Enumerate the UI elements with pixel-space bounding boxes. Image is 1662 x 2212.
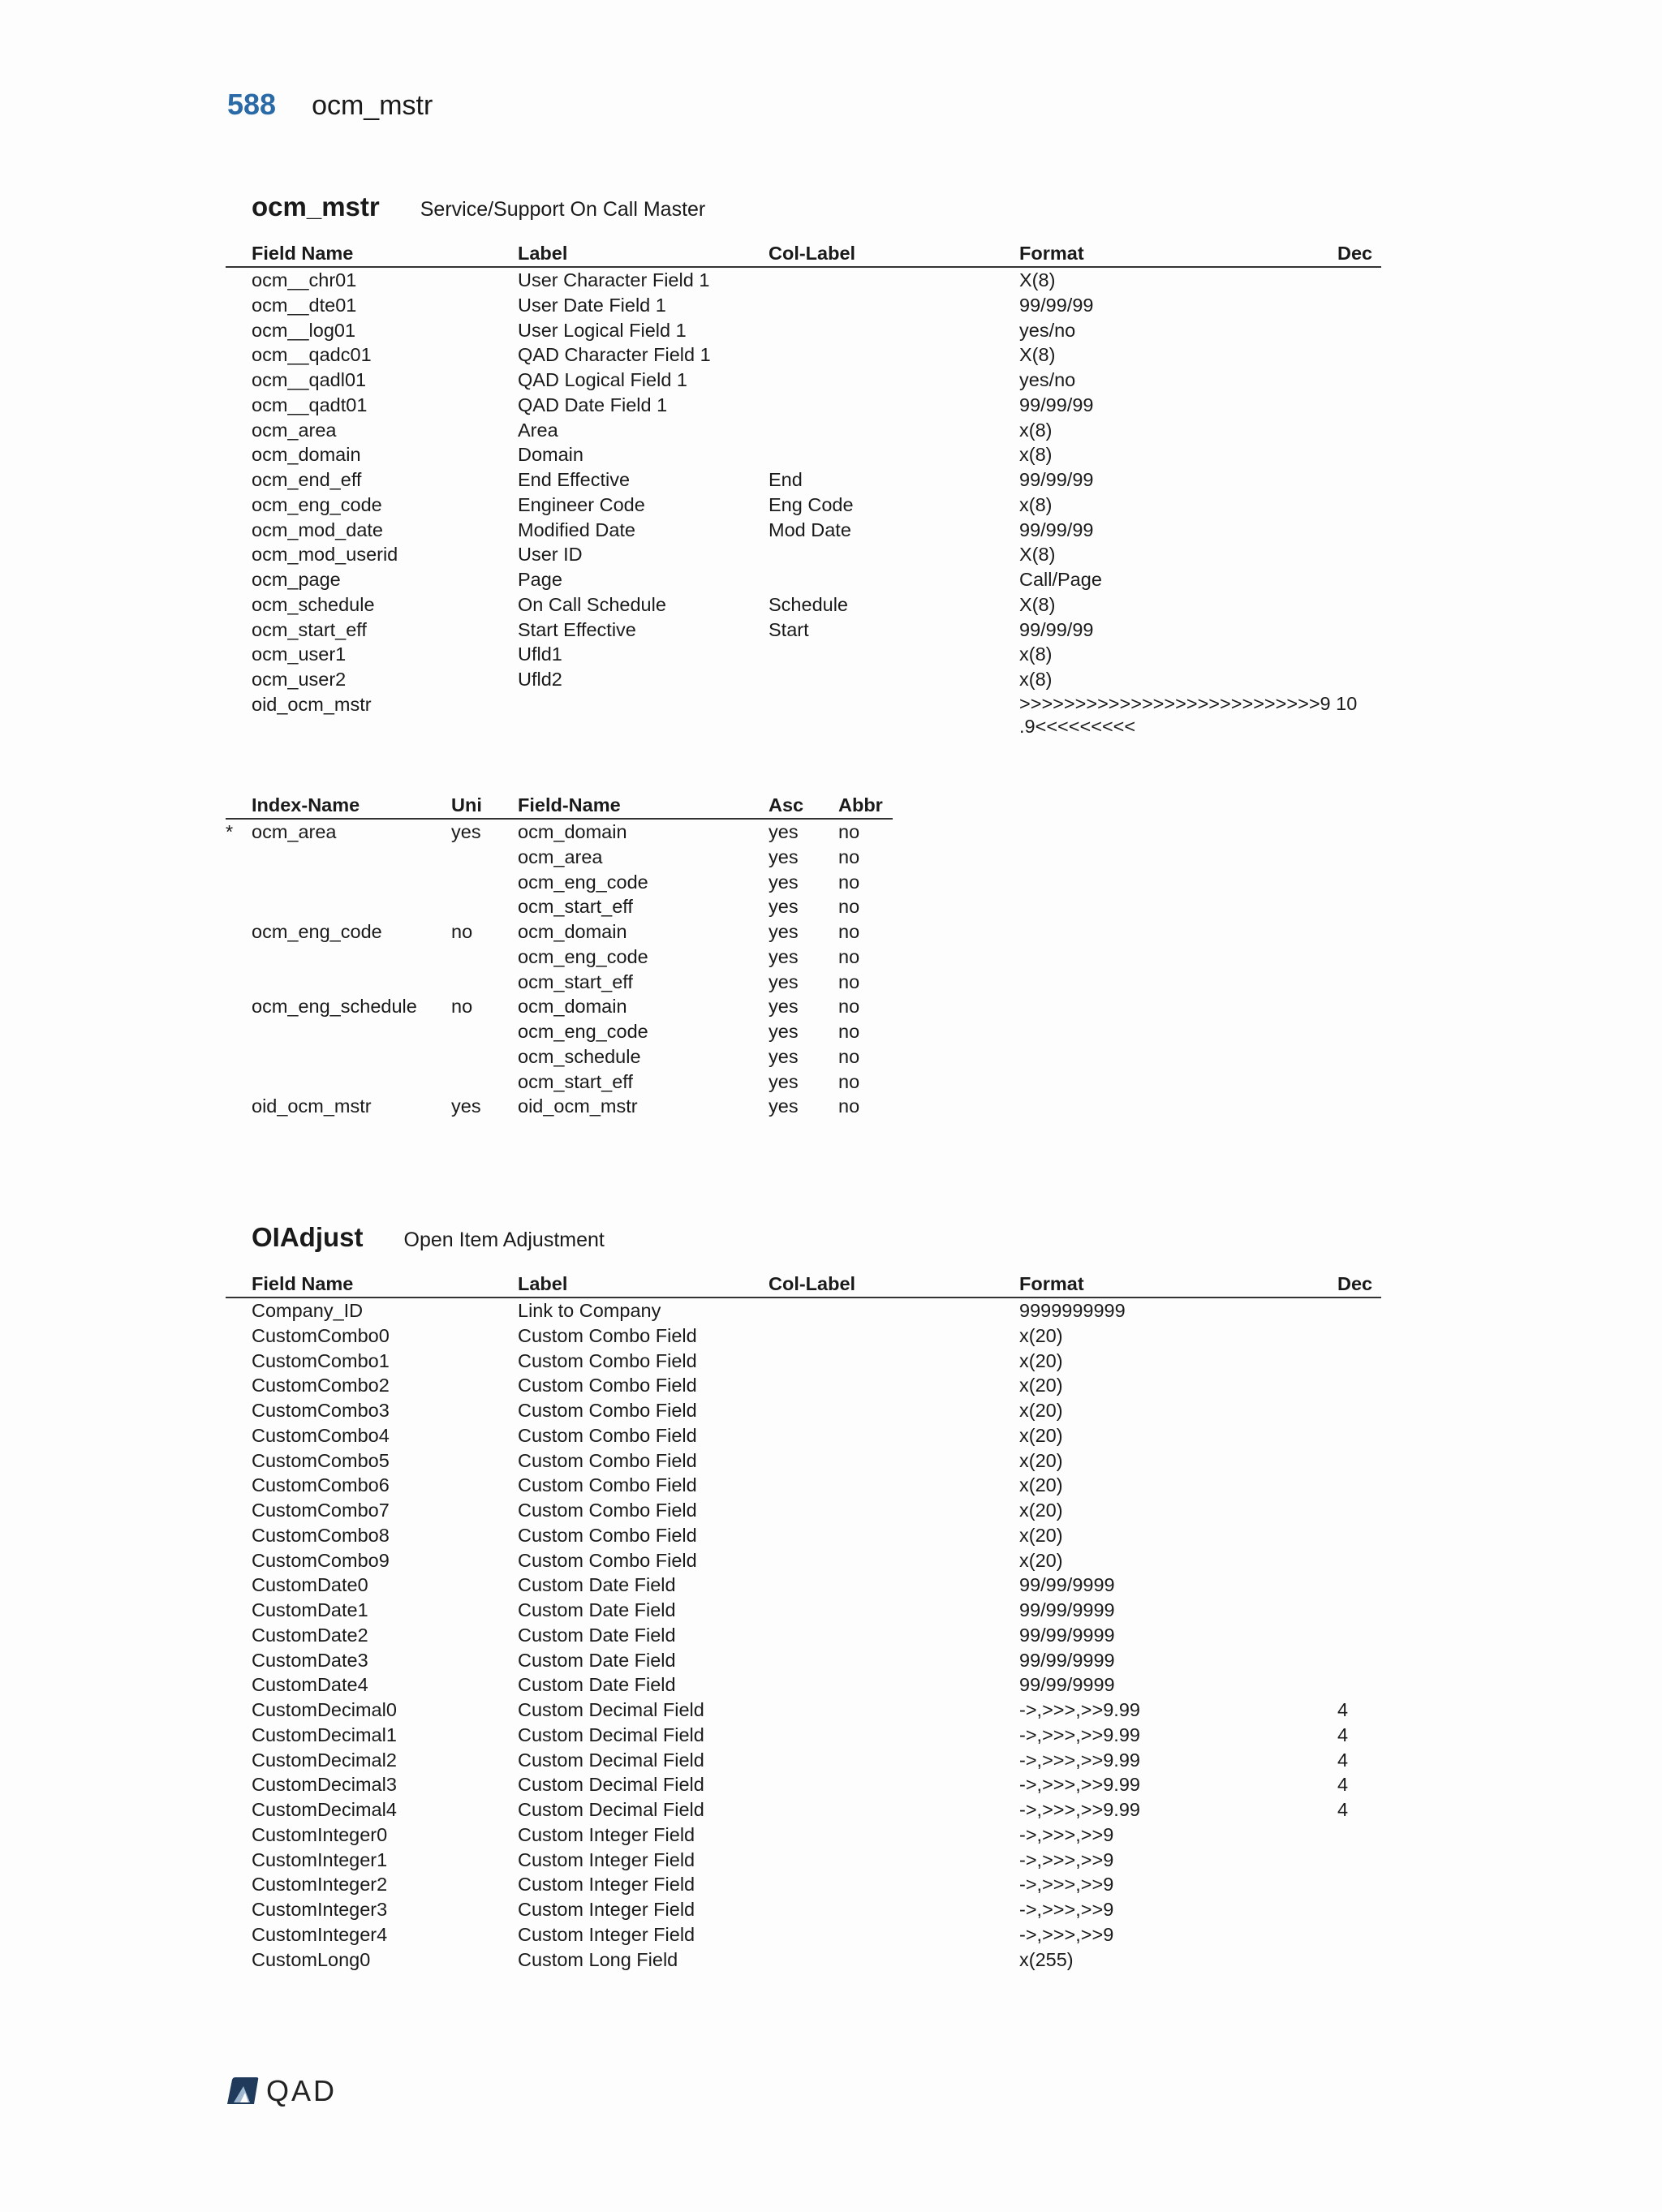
field-name-cell: ocm_start_eff xyxy=(518,896,633,918)
format-cell: 99/99/99 xyxy=(1019,618,1094,640)
label-cell: Engineer Code xyxy=(518,493,645,515)
table-row xyxy=(226,1349,1381,1374)
format-cell: x(20) xyxy=(1019,1424,1063,1446)
abbr-cell: no xyxy=(838,821,860,842)
table-row xyxy=(226,1573,1381,1598)
asc-cell: yes xyxy=(769,1095,799,1117)
abbr-cell: no xyxy=(838,921,860,942)
index-row xyxy=(226,994,893,1019)
field-name-cell: CustomDecimal4 xyxy=(252,1799,397,1820)
label-cell: Ufld2 xyxy=(518,669,562,690)
table-row xyxy=(226,542,1381,567)
abbr-cell: no xyxy=(838,871,860,893)
field-name-cell: ocm_user2 xyxy=(252,669,347,690)
field-name-cell: ocm_schedule xyxy=(252,593,375,615)
primary-index-marker: * xyxy=(226,821,234,842)
field-name-cell: ocm__qadc01 xyxy=(252,344,372,366)
table-row xyxy=(226,1748,1381,1773)
abbr-cell: no xyxy=(838,945,860,967)
label-cell: Start Effective xyxy=(518,618,636,640)
asc-cell: yes xyxy=(769,996,799,1018)
label-cell: User ID xyxy=(518,544,583,566)
index-row xyxy=(226,1094,893,1119)
table-description: Open Item Adjustment xyxy=(403,1229,605,1251)
label-cell: Custom Date Field xyxy=(518,1649,676,1671)
table-row xyxy=(226,1373,1381,1398)
logo-text: QAD xyxy=(266,2074,338,2107)
column-header-field-name: Field-Name xyxy=(518,794,621,816)
asc-cell: yes xyxy=(769,1045,799,1067)
index-name-cell: ocm_area xyxy=(252,821,337,842)
table-row xyxy=(226,1523,1381,1548)
format-cell: ->,>>>,>>9.99 xyxy=(1019,1699,1140,1720)
label-cell: Custom Combo Field xyxy=(518,1524,697,1546)
table-header-row xyxy=(226,240,1381,268)
label-cell: Custom Integer Field xyxy=(518,1823,695,1845)
table-row xyxy=(226,342,1381,368)
format-cell: 99/99/9999 xyxy=(1019,1649,1115,1671)
field-name-cell: Company_ID xyxy=(252,1300,364,1321)
table-row xyxy=(226,642,1381,667)
format-cell: 9999999999 xyxy=(1019,1300,1126,1321)
dec-cell: 4 xyxy=(1337,1724,1349,1745)
asc-cell: yes xyxy=(769,821,799,842)
unique-cell: yes xyxy=(451,1095,481,1117)
label-cell: End Effective xyxy=(518,469,631,490)
page-number: 588 xyxy=(227,88,277,121)
format-cell: x(20) xyxy=(1019,1324,1063,1346)
format-cell: x(255) xyxy=(1019,1948,1074,1970)
column-header-col-label: Col-Label xyxy=(769,1273,856,1294)
field-name-cell: ocm_area xyxy=(518,846,603,867)
asc-cell: yes xyxy=(769,871,799,893)
table-row xyxy=(226,1698,1381,1723)
format-cell: x(8) xyxy=(1019,419,1053,441)
qad-logo xyxy=(226,2074,337,2108)
table-row xyxy=(226,1672,1381,1698)
col-label-cell: Schedule xyxy=(769,593,848,615)
format-cell: ->,>>>,>>9 xyxy=(1019,1823,1114,1845)
field-name-cell: ocm__qadl01 xyxy=(252,369,367,390)
asc-cell: yes xyxy=(769,945,799,967)
field-name-cell: CustomCombo1 xyxy=(252,1349,390,1371)
index-row xyxy=(226,919,893,945)
table-row xyxy=(226,318,1381,343)
column-header-dec: Dec xyxy=(1337,243,1373,264)
label-cell: Custom Date Field xyxy=(518,1674,676,1696)
unique-cell: yes xyxy=(451,821,481,842)
column-header-uni: Uni xyxy=(451,794,482,816)
column-header-dec: Dec xyxy=(1337,1273,1373,1294)
field-name-cell: ocm_mod_date xyxy=(252,519,383,540)
col-label-cell: Eng Code xyxy=(769,493,854,515)
format-cell: ->,>>>,>>9 xyxy=(1019,1923,1114,1945)
table-name: ocm_mstr xyxy=(252,192,380,222)
table-row xyxy=(226,442,1381,467)
label-cell: User Logical Field 1 xyxy=(518,319,687,341)
table-row xyxy=(226,1548,1381,1573)
field-name-cell: ocm_eng_code xyxy=(518,1021,648,1042)
format-cell: ->,>>>,>>9.99 xyxy=(1019,1799,1140,1820)
column-header-field-name: Field Name xyxy=(252,1273,354,1294)
label-cell: Custom Integer Field xyxy=(518,1874,695,1896)
format-cell: X(8) xyxy=(1019,593,1056,615)
field-name-cell: CustomInteger0 xyxy=(252,1823,388,1845)
field-name-cell: CustomCombo9 xyxy=(252,1549,390,1571)
index-name-cell: ocm_eng_code xyxy=(252,921,382,942)
page-header xyxy=(227,88,433,122)
table-row xyxy=(226,293,1381,318)
label-cell: Custom Combo Field xyxy=(518,1474,697,1496)
asc-cell: yes xyxy=(769,1070,799,1092)
field-name-cell: CustomCombo4 xyxy=(252,1424,390,1446)
asc-cell: yes xyxy=(769,970,799,992)
label-cell: Custom Decimal Field xyxy=(518,1774,704,1796)
format-cell: yes/no xyxy=(1019,369,1076,390)
abbr-cell: no xyxy=(838,970,860,992)
label-cell: Custom Combo Field xyxy=(518,1449,697,1471)
format-cell: ->,>>>,>>9.99 xyxy=(1019,1774,1140,1796)
field-name-cell: CustomInteger2 xyxy=(252,1874,388,1896)
field-name-cell: ocm__qadt01 xyxy=(252,394,368,415)
label-cell: Area xyxy=(518,419,558,441)
table-row xyxy=(226,1623,1381,1648)
label-cell: QAD Logical Field 1 xyxy=(518,369,687,390)
field-name-cell: ocm_eng_code xyxy=(252,493,382,515)
label-cell: Domain xyxy=(518,444,583,466)
field-name-cell: ocm_schedule xyxy=(518,1045,641,1067)
label-cell: Custom Combo Field xyxy=(518,1324,697,1346)
dec-cell: 4 xyxy=(1337,1799,1349,1820)
format-cell: x(8) xyxy=(1019,669,1053,690)
field-name-cell: ocm_user1 xyxy=(252,643,347,665)
abbr-cell: no xyxy=(838,996,860,1018)
label-cell: Custom Decimal Field xyxy=(518,1724,704,1745)
label-cell: Custom Date Field xyxy=(518,1624,676,1646)
label-cell: Custom Decimal Field xyxy=(518,1699,704,1720)
abbr-cell: no xyxy=(838,1095,860,1117)
index-header-row xyxy=(226,792,893,820)
field-name-cell: CustomInteger3 xyxy=(252,1899,388,1920)
label-cell: Custom Integer Field xyxy=(518,1923,695,1945)
field-name-cell: CustomDate4 xyxy=(252,1674,368,1696)
table-row xyxy=(226,692,1381,741)
field-name-cell: ocm_end_eff xyxy=(252,469,362,490)
table-header-row xyxy=(226,1271,1381,1298)
asc-cell: yes xyxy=(769,896,799,918)
label-cell: Custom Combo Field xyxy=(518,1424,697,1446)
table-row xyxy=(226,518,1381,543)
col-label-cell: End xyxy=(769,469,803,490)
format-cell: 99/99/9999 xyxy=(1019,1624,1115,1646)
index-row xyxy=(226,1069,893,1095)
field-name-cell: CustomCombo5 xyxy=(252,1449,390,1471)
table-row xyxy=(226,493,1381,518)
format-cell: 99/99/99 xyxy=(1019,469,1094,490)
format-cell: x(8) xyxy=(1019,444,1053,466)
format-cell: 99/99/99 xyxy=(1019,394,1094,415)
field-name-cell: CustomDate2 xyxy=(252,1624,368,1646)
column-header-format: Format xyxy=(1019,243,1084,264)
format-cell: x(8) xyxy=(1019,493,1053,515)
index-row xyxy=(226,1044,893,1069)
field-name-cell: CustomCombo8 xyxy=(252,1524,390,1546)
column-header-label: Label xyxy=(518,1273,568,1294)
format-cell: ->,>>>,>>9 xyxy=(1019,1848,1114,1870)
label-cell: QAD Date Field 1 xyxy=(518,394,668,415)
abbr-cell: no xyxy=(838,1070,860,1092)
field-name-cell: ocm_mod_userid xyxy=(252,544,398,566)
table-row xyxy=(226,1448,1381,1474)
format-cell: x(20) xyxy=(1019,1524,1063,1546)
label-cell: Custom Combo Field xyxy=(518,1349,697,1371)
label-cell: QAD Character Field 1 xyxy=(518,344,711,366)
field-name-cell: ocm_area xyxy=(252,419,337,441)
field-name-cell: oid_ocm_mstr xyxy=(518,1095,638,1117)
format-cell: x(20) xyxy=(1019,1549,1063,1571)
dec-cell: 4 xyxy=(1337,1699,1349,1720)
field-name-cell: CustomInteger4 xyxy=(252,1923,388,1945)
field-name-cell: CustomDecimal1 xyxy=(252,1724,397,1745)
field-name-cell: CustomLong0 xyxy=(252,1948,371,1970)
index-name-cell: ocm_eng_schedule xyxy=(252,996,417,1018)
field-name-cell: ocm__log01 xyxy=(252,319,356,341)
label-cell: Ufld1 xyxy=(518,643,562,665)
table-row xyxy=(226,1323,1381,1349)
column-header-asc: Asc xyxy=(769,794,804,816)
table-row xyxy=(226,1598,1381,1623)
field-name-cell: ocm_eng_code xyxy=(518,871,648,893)
label-cell: Custom Long Field xyxy=(518,1948,678,1970)
table-row xyxy=(226,1947,1381,1973)
index-row xyxy=(226,870,893,895)
field-name-cell: ocm_page xyxy=(252,569,341,590)
table-row xyxy=(226,1723,1381,1748)
field-name-cell: ocm_domain xyxy=(252,444,361,466)
field-name-cell: ocm_domain xyxy=(518,921,627,942)
unique-cell: no xyxy=(451,921,473,942)
field-name-cell: CustomCombo0 xyxy=(252,1324,390,1346)
format-cell: x(8) xyxy=(1019,643,1053,665)
abbr-cell: no xyxy=(838,846,860,867)
index-table-ocm-mstr xyxy=(226,792,893,1119)
index-row xyxy=(226,894,893,919)
column-header-index-name: Index-Name xyxy=(252,794,360,816)
label-cell: Custom Combo Field xyxy=(518,1500,697,1521)
index-name-cell: oid_ocm_mstr xyxy=(252,1095,372,1117)
field-name-cell: CustomDate0 xyxy=(252,1574,368,1596)
field-name-cell: CustomCombo3 xyxy=(252,1400,390,1421)
format-cell: X(8) xyxy=(1019,344,1056,366)
format-cell: x(20) xyxy=(1019,1474,1063,1496)
index-row xyxy=(226,820,893,845)
table-row xyxy=(226,1772,1381,1797)
table-row xyxy=(226,393,1381,418)
table-row xyxy=(226,1473,1381,1498)
table-name: OIAdjust xyxy=(252,1222,364,1252)
field-name-cell: ocm__chr01 xyxy=(252,269,357,290)
page-title: ocm_mstr xyxy=(312,90,433,121)
table-row xyxy=(226,467,1381,493)
table-title-ocm-mstr xyxy=(252,192,705,222)
label-cell: Custom Integer Field xyxy=(518,1848,695,1870)
field-name-cell: CustomCombo2 xyxy=(252,1375,390,1396)
format-cell: >>>>>>>>>>>>>>>>>>>>>>>>>>>9 10 .9<<<<<<<<< xyxy=(1019,692,1358,737)
format-cell: x(20) xyxy=(1019,1349,1063,1371)
format-cell: X(8) xyxy=(1019,544,1056,566)
table-row xyxy=(226,1498,1381,1523)
label-cell: Custom Date Field xyxy=(518,1574,676,1596)
format-cell: 99/99/99 xyxy=(1019,519,1094,540)
column-header-field-name: Field Name xyxy=(252,243,354,264)
field-name-cell: CustomInteger1 xyxy=(252,1848,388,1870)
unique-cell: no xyxy=(451,996,473,1018)
format-cell: 99/99/99 xyxy=(1019,294,1094,316)
label-cell: User Date Field 1 xyxy=(518,294,666,316)
label-cell: Custom Combo Field xyxy=(518,1549,697,1571)
format-cell: ->,>>>,>>9.99 xyxy=(1019,1724,1140,1745)
format-cell: Call/Page xyxy=(1019,569,1102,590)
field-name-cell: CustomCombo6 xyxy=(252,1474,390,1496)
index-row xyxy=(226,845,893,870)
field-name-cell: oid_ocm_mstr xyxy=(252,693,372,715)
table-title-oiadjust xyxy=(252,1222,605,1253)
column-header-format: Format xyxy=(1019,1273,1084,1294)
format-cell: ->,>>>,>>9.99 xyxy=(1019,1749,1140,1771)
table-row xyxy=(226,618,1381,643)
abbr-cell: no xyxy=(838,1045,860,1067)
label-cell: Page xyxy=(518,569,562,590)
table-description: Service/Support On Call Master xyxy=(420,198,706,221)
label-cell: Custom Combo Field xyxy=(518,1400,697,1421)
dec-cell: 4 xyxy=(1337,1749,1349,1771)
table-row xyxy=(226,1648,1381,1673)
format-cell: ->,>>>,>>9 xyxy=(1019,1874,1114,1896)
format-cell: 99/99/9999 xyxy=(1019,1574,1115,1596)
field-name-cell: ocm_start_eff xyxy=(518,970,633,992)
asc-cell: yes xyxy=(769,1021,799,1042)
dec-cell: 4 xyxy=(1337,1774,1349,1796)
field-table-oiadjust xyxy=(226,1271,1381,1972)
label-cell: Custom Decimal Field xyxy=(518,1799,704,1820)
table-row xyxy=(226,368,1381,393)
col-label-cell: Start xyxy=(769,618,809,640)
table-row xyxy=(226,1872,1381,1897)
index-row xyxy=(226,1019,893,1044)
table-row xyxy=(226,1423,1381,1448)
index-row xyxy=(226,970,893,995)
format-cell: 99/99/9999 xyxy=(1019,1599,1115,1620)
asc-cell: yes xyxy=(769,921,799,942)
field-name-cell: CustomCombo7 xyxy=(252,1500,390,1521)
column-header-col-label: Col-Label xyxy=(769,243,856,264)
format-cell: 99/99/9999 xyxy=(1019,1674,1115,1696)
label-cell: Link to Company xyxy=(518,1300,661,1321)
table-row xyxy=(226,1298,1381,1323)
table-row xyxy=(226,667,1381,692)
table-row xyxy=(226,1398,1381,1423)
field-name-cell: ocm_domain xyxy=(518,996,627,1018)
label-cell: Modified Date xyxy=(518,519,635,540)
table-row xyxy=(226,268,1381,293)
col-label-cell: Mod Date xyxy=(769,519,851,540)
label-cell: On Call Schedule xyxy=(518,593,666,615)
field-name-cell: ocm_domain xyxy=(518,821,627,842)
abbr-cell: no xyxy=(838,1021,860,1042)
table-row xyxy=(226,1897,1381,1922)
label-cell: Custom Date Field xyxy=(518,1599,676,1620)
abbr-cell: no xyxy=(838,896,860,918)
field-name-cell: ocm_start_eff xyxy=(518,1070,633,1092)
format-cell: x(20) xyxy=(1019,1400,1063,1421)
field-name-cell: CustomDecimal0 xyxy=(252,1699,397,1720)
table-row xyxy=(226,567,1381,592)
asc-cell: yes xyxy=(769,846,799,867)
table-row xyxy=(226,1848,1381,1873)
format-cell: x(20) xyxy=(1019,1449,1063,1471)
format-cell: yes/no xyxy=(1019,319,1076,341)
table-row xyxy=(226,1823,1381,1848)
qad-logo-icon xyxy=(226,2076,260,2106)
column-header-abbr: Abbr xyxy=(838,794,883,816)
index-row xyxy=(226,945,893,970)
table-row xyxy=(226,1922,1381,1947)
format-cell: x(20) xyxy=(1019,1500,1063,1521)
table-row xyxy=(226,418,1381,443)
field-name-cell: ocm__dte01 xyxy=(252,294,357,316)
label-cell: Custom Combo Field xyxy=(518,1375,697,1396)
format-cell: x(20) xyxy=(1019,1375,1063,1396)
field-name-cell: ocm_eng_code xyxy=(518,945,648,967)
label-cell: Custom Integer Field xyxy=(518,1899,695,1920)
field-table-ocm-mstr xyxy=(226,240,1381,741)
format-cell: X(8) xyxy=(1019,269,1056,290)
label-cell: User Character Field 1 xyxy=(518,269,710,290)
table-row xyxy=(226,592,1381,618)
field-name-cell: CustomDecimal2 xyxy=(252,1749,397,1771)
format-cell: ->,>>>,>>9 xyxy=(1019,1899,1114,1920)
field-name-cell: CustomDate1 xyxy=(252,1599,368,1620)
field-name-cell: CustomDate3 xyxy=(252,1649,368,1671)
label-cell: Custom Decimal Field xyxy=(518,1749,704,1771)
table-row xyxy=(226,1797,1381,1823)
field-name-cell: CustomDecimal3 xyxy=(252,1774,397,1796)
field-name-cell: ocm_start_eff xyxy=(252,618,367,640)
column-header-label: Label xyxy=(518,243,568,264)
